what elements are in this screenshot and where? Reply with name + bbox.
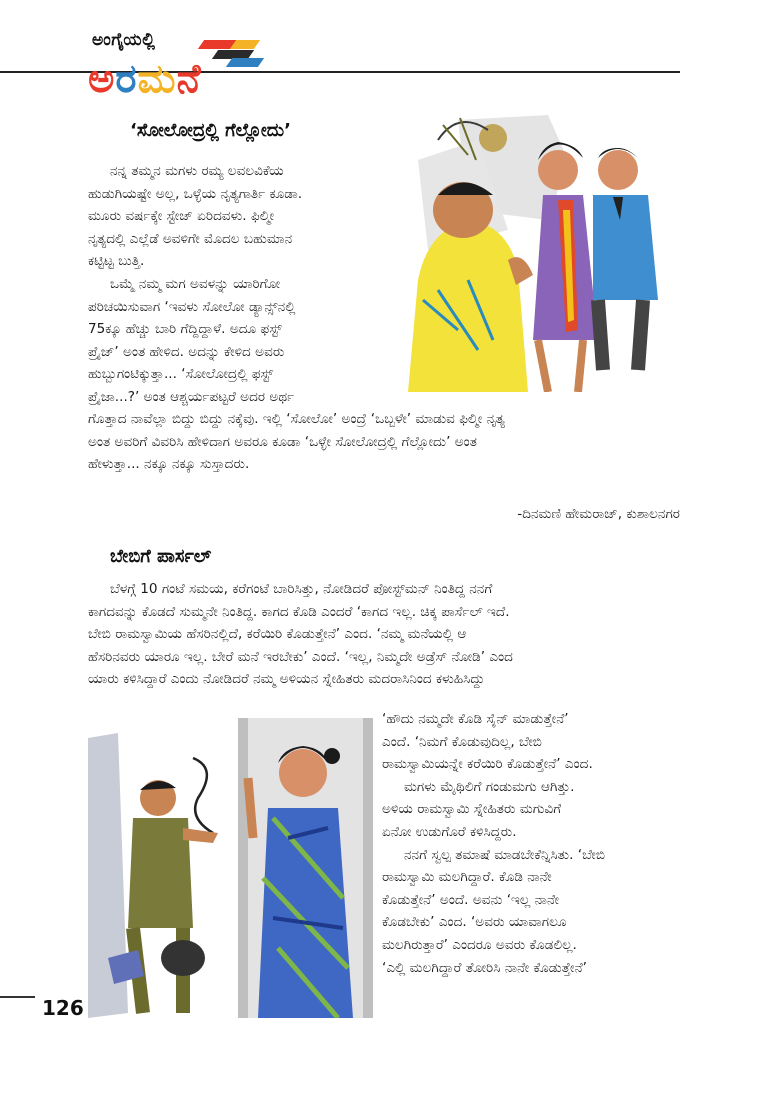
text-line: ಕಾಗದವನ್ನು ಕೊಡದೆ ಸುಮ್ಮನೇ ನಿಂತಿದ್ದ. ಕಾಗದ ಕೊಡಿ ಎಂದರೆ ‘ಕಾಗದ ಇಲ್ಲ. ಚಿಕ್ಕ ಪಾರ್ಸೆಲ್ ಇದೆ. [88,603,510,620]
text-line: ಹುಬ್ಬುಗಂಟಿಕ್ಕುತ್ತಾ... ‘ಸೋಲೋದ್ರಲ್ಲಿ ಫಸ್ಟ್ [88,366,274,383]
story1-title: ‘ಸೋಲೋದ್ರಲ್ಲಿ ಗೆಲ್ಲೋದು’ [130,120,291,141]
text-line: ಹುಡುಗಿಯಷ್ಟೇ ಅಲ್ಲ, ಒಳ್ಳೆಯ ನೃತ್ಯಗಾರ್ತಿ ಕೂಡಾ. [88,185,303,202]
text-line: ನೃತ್ಯದಲ್ಲಿ ಎಲ್ಲೆಡೆ ಅವಳಿಗೇ ಮೊದಲ ಬಹುಮಾನ [88,230,293,247]
text-line: ಪರಿಚಯಿಸುವಾಗ ‘ಇವಳು ಸೋಲೋ ಡ್ಯಾನ್ಸ್‌ನಲ್ಲಿ [88,298,296,315]
text-line: ಗೊತ್ತಾದ ನಾವೆಲ್ಲಾ ಬಿದ್ದು ಬಿದ್ದು ನಕ್ಕೆವು. ಇಲ್ಲಿ ‘ಸೋಲೋ’ ಅಂದ್ರೆ ‘ಒಬ್ಬಳೇ’ ಮಾಡುವ ಫಿಲ್ಮೀ ನೃತ್ಯ [88,411,505,427]
text-line: ಮೂರು ವರ್ಷಕ್ಕೇ ಸ್ಟೇಜ್ ಏರಿದವಳು. ಫಿಲ್ಮೀ [88,208,275,225]
text-line: 75ಕ್ಕೂ ಹೆಚ್ಚು ಬಾರಿ ಗೆದ್ದಿದ್ದಾಳೆ. ಅದೂ ಫಸ್ಟ್ [88,321,282,338]
magazine-logo [88,56,201,102]
text-line: ಅಂತ ಅವರಿಗೆ ವಿವರಿಸಿ ಹೇಳಿದಾಗ ಅವರೂ ಕೂಡಾ ‘ಒಳ್ಳೇ ಸೋಲೋದ್ರಲ್ಲಿ ಗೆಲ್ಲೋದು’ ಅಂತ [88,433,477,450]
story1-body-narrow [88,160,393,409]
text-line: ಎಂದೆ. ‘ನಿಮಗೆ ಕೊಡುವುದಿಲ್ಲ, ಬೇಬಿ [382,733,542,750]
text-line: ಒಮ್ಮೆ ನಮ್ಮ ಮಗ ಅವಳನ್ನು ಯಾರಿಗೋ [110,275,281,292]
text-line: ಮಗಳು ಮೈಥಿಲಿಗೆ ಗಂಡುಮಗು ಆಗಿತ್ತು. [404,778,575,795]
story2-body-narrow [382,708,688,979]
text-line: ರಾಮಸ್ವಾಮಿಯನ್ನೇ ಕರೆಯಿರಿ ಕೊಡುತ್ತೇನೆ’ ಎಂದ. [382,756,593,773]
text-line: ಕಟ್ಟಿಟ್ಟ ಬುತ್ತಿ. [88,253,145,270]
header-kicker: ಅಂಗೈಯಲ್ಲಿ [92,30,156,50]
footer-rule [0,996,35,998]
text-line: ರಾಮಸ್ವಾಮಿ ಮಲಗಿದ್ದಾರೆ. ಕೊಡಿ ನಾನೇ [382,869,552,886]
text-line: ಕೊಡುತ್ತೇನೆ’ ಅಂದೆ. ಅವನು ‘ಇಲ್ಲ ನಾನೇ [382,891,559,908]
story1-body-wide [88,408,688,476]
text-line: ಹೆಸರಿನವರು ಯಾರೂ ಇಲ್ಲ. ಬೇರೆ ಮನೆ ಇರಬೇಕು’ ಎಂದೆ. ‘ಇಲ್ಲ, ನಿಮ್ಮದೇ ಅಡ್ರೆಸ್ ನೋಡಿ’ ಎಂದ [88,648,513,665]
logo-letter-3: ಮ [137,56,177,102]
text-line: ಬೇಬಿ ರಾಮಸ್ವಾಮಿಯ ಹೆಸರಿನಲ್ಲಿದೆ, ಕರೆಯಿರಿ ಕೊಡುತ್ತೇನೆ’ ಎಂದ. ‘ನಮ್ಮ ಮನೆಯಲ್ಲಿ ಆ [88,626,467,643]
story1-signature: -ದಿನಮಣಿ ಹೇಮರಾಜ್, ಕುಶಾಲನಗರ [517,506,680,522]
story2-illustration [88,718,378,1018]
story1-illustration [398,100,690,392]
logo-letter-4: ನೆ [176,56,202,102]
page-number: 126 [42,996,84,1020]
text-line: ಪ್ರೈಜ್’ ಅಂತ ಹೇಳಿದ. ಅದನ್ನು ಕೇಳಿದ ಅವರು [88,343,285,360]
text-line: ಪ್ರೈಜಾ...?’ ಅಂತ ಆಶ್ಚರ್ಯಪಟ್ಟರೆ ಅದರ ಅರ್ಥ [88,388,295,405]
text-line: ‘ಎಲ್ಲಿ ಮಲಗಿದ್ದಾರೆ ತೋರಿಸಿ ನಾನೇ ಕೊಡುತ್ತೇನೆ’ [382,959,587,976]
text-line: ನನಗೆ ಸ್ವಲ್ಪ ತಮಾಷೆ ಮಾಡಬೇಕೆನ್ನಿಸಿತು. ‘ಬೇಬಿ [404,846,605,863]
text-line: ಯಾರು ಕಳಿಸಿದ್ದಾರೆ ಎಂದು ನೋಡಿದರೆ ನಮ್ಮ ಅಳಿಯನ ಸ್ನೇಹಿತರು ಮದರಾಸಿನಿಂದ ಕಳುಹಿಸಿದ್ದು [88,671,485,688]
logo-letter-2: ರ [115,56,138,102]
text-line: ‘ಹೌದು ನಮ್ಮದೇ ಕೊಡಿ ಸೈನ್ ಮಾಡುತ್ತೇನೆ’ [382,711,569,727]
logo-letter-1: ಅ [88,56,116,102]
story2-title: ಬೇಬಿಗೆ ಪಾರ್ಸಲ್ [110,546,212,567]
text-line: ಅಳಿಯ ರಾಮಸ್ವಾಮಿ ಸ್ನೇಹಿತರು ಮಗುವಿಗೆ [382,801,562,818]
dance-scene-illustration [398,100,690,392]
text-line: ನನ್ನ ತಮ್ಮನ ಮಗಳು ರಮ್ಯ ಲವಲವಿಕೆಯ [110,163,284,179]
text-line: ಹೇಳುತ್ತಾ... ನಕ್ಕೂ ನಕ್ಕೂ ಸುಸ್ತಾದರು. [88,456,250,473]
text-line: ಏನೋ ಉಡುಗೊರೆ ಕಳಿಸಿದ್ದರು. [382,823,517,840]
text-line: ಕೊಡಬೇಕು’ ಎಂದ. ‘ಅವರು ಯಾವಾಗಲೂ [382,914,567,931]
text-line: ಮಲಗಿರುತ್ತಾರೆ’ ಎಂದರೂ ಅವರು ಕೊಡಲಿಲ್ಲ. [382,936,577,953]
text-line: ಬೆಳಗ್ಗೆ 10 ಗಂಟೆ ಸಮಯ, ಕರೆಗಂಟೆ ಬಾರಿಸಿತ್ತು, ನೋಡಿದರೆ ಪೋಸ್ಟ್‌ಮನ್ ನಿಂತಿದ್ದ ನನಗೆ [110,581,493,597]
story2-body-wide [88,578,688,691]
postman-scene-illustration [88,718,378,1018]
